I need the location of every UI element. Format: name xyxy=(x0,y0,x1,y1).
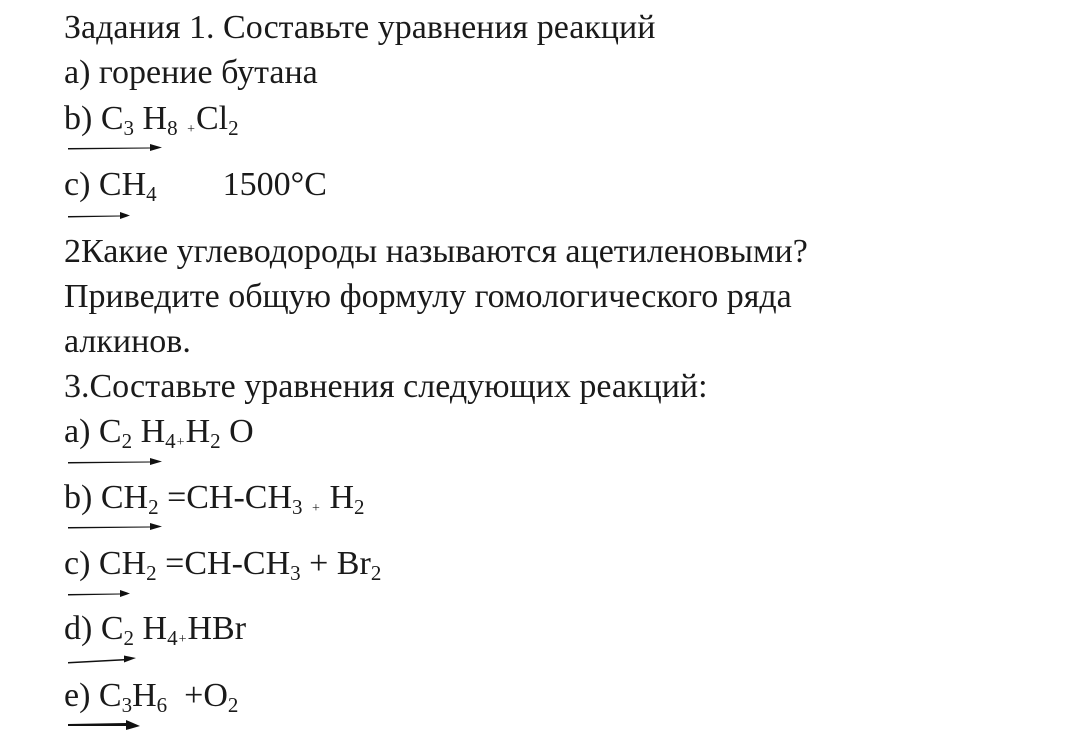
task2-line-3: алкинов. xyxy=(64,323,191,360)
task3-item-c xyxy=(64,544,381,584)
item-label: c) xyxy=(64,166,99,203)
element-symbol: H xyxy=(185,413,211,450)
item-label: e) xyxy=(64,677,99,714)
element-symbol: Cl xyxy=(195,100,229,137)
subscript: 4 xyxy=(146,182,157,206)
reaction-arrow-icon xyxy=(66,718,146,732)
task2-line-2: Приведите общую формулу гомологического ряда xyxy=(64,278,792,315)
element-symbol: H xyxy=(142,610,168,647)
reaction-arrow-icon xyxy=(66,455,166,467)
formula-part: +O xyxy=(184,677,228,714)
element-symbol: CH xyxy=(100,479,149,516)
subscript: 3 xyxy=(292,495,303,519)
item-label: b) xyxy=(64,479,101,516)
element-symbol: C xyxy=(100,610,124,647)
item-label: b) xyxy=(64,100,101,137)
task1-item-c xyxy=(64,165,327,205)
subscript: 2 xyxy=(123,626,135,650)
reaction-condition: 1500°C xyxy=(222,166,327,203)
subscript: 3 xyxy=(121,693,133,717)
element-symbol: C xyxy=(100,100,124,137)
element-symbol: C xyxy=(98,413,122,450)
item-label: a) xyxy=(64,413,99,450)
plus-sign: + xyxy=(176,435,185,450)
element-symbol: C xyxy=(98,677,122,714)
plus-sign: + xyxy=(178,632,187,647)
formula-part: =CH-CH xyxy=(165,545,291,582)
item-label: d) xyxy=(64,610,101,647)
reaction-arrow-icon xyxy=(66,209,136,221)
reaction-arrow-icon xyxy=(66,141,166,153)
element-symbol: H xyxy=(132,677,157,714)
task1-title: Задания 1. Составьте уравнения реакций xyxy=(64,9,656,46)
task3-item-e xyxy=(64,676,238,716)
formula-part: + Br xyxy=(309,545,371,582)
subscript: 6 xyxy=(156,693,168,717)
task3-title: 3.Составьте уравнения следующих реакций: xyxy=(64,368,708,405)
plus-sign: + xyxy=(187,122,195,137)
subscript: 4 xyxy=(165,429,176,453)
subscript: 2 xyxy=(354,495,365,519)
element-symbol: H xyxy=(142,100,168,137)
element-symbol: CH xyxy=(98,545,147,582)
reaction-arrow-icon xyxy=(66,652,142,666)
subscript: 2 xyxy=(210,429,221,453)
task1-item-a: a) горение бутана xyxy=(64,54,318,91)
subscript: 3 xyxy=(123,116,135,140)
subscript: 8 xyxy=(167,116,178,140)
formula-part: =CH-CH xyxy=(167,479,293,516)
element-symbol: HBr xyxy=(187,610,247,647)
element-symbol: H xyxy=(329,479,354,516)
plus-sign: + xyxy=(312,501,320,516)
subscript: 2 xyxy=(370,561,382,585)
subscript: 2 xyxy=(148,495,159,519)
subscript: 2 xyxy=(227,693,239,717)
element-symbol: H xyxy=(140,413,166,450)
item-label: c) xyxy=(64,545,99,582)
subscript: 3 xyxy=(290,561,301,585)
reaction-arrow-icon xyxy=(66,587,136,599)
subscript: 2 xyxy=(228,116,239,140)
subscript: 2 xyxy=(121,429,133,453)
reaction-arrow-icon xyxy=(66,520,166,532)
subscript: 2 xyxy=(146,561,157,585)
element-symbol: O xyxy=(229,413,254,450)
subscript: 4 xyxy=(167,626,178,650)
element-symbol: CH xyxy=(98,166,147,203)
task2-line-1: 2Какие углеводороды называются ацетиленовыми? xyxy=(64,233,808,270)
